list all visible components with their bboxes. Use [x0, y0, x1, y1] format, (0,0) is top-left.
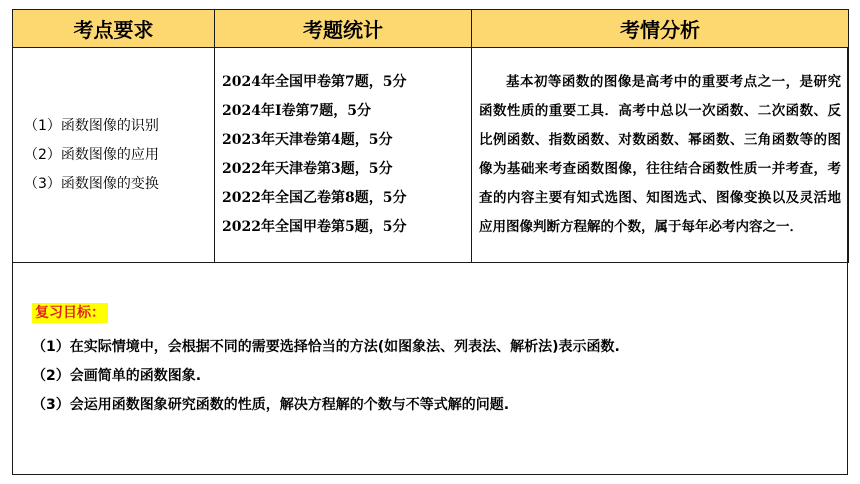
header-exam-stats: 考题统计	[215, 10, 472, 48]
list-item: 2022年天津卷第3题，5分	[222, 161, 393, 177]
header-exam-points: 考点要求	[13, 10, 215, 48]
list-item: 2024年I卷第7题，5分	[222, 103, 371, 119]
exam-stats-cell	[215, 48, 472, 263]
header-exam-analysis: 考情分析	[472, 10, 849, 48]
exam-stats-list	[216, 68, 470, 242]
review-goals-section	[32, 302, 832, 420]
review-goals-list	[32, 333, 832, 420]
list-item: 2023年天津卷第4题，5分	[222, 132, 393, 148]
list-item: （1）在实际情境中，会根据不同的需要选择恰当的方法(如图象法、列表法、解析法)表示函数.	[32, 339, 620, 355]
list-item: 2022年全国乙卷第8题，5分	[222, 190, 407, 206]
exam-analysis-text: 基本初等函数的图像是高考中的重要考点之一，是研究函数性质的重要工具．高考中总以一次函数、二次函数、反比例函数、指数函数、对数函数、幂函数、三角函数等的图像为基础来考查函数图像，往往结合函数性质一并考查，考查的内容主要有知式选图、知图选式、图像变换以及灵活地应用图像判断方程解的个数，属于每年必考内容之一．	[479, 74, 841, 235]
list-item: 2022年全国甲卷第5题，5分	[222, 219, 407, 235]
list-item: （1）函数图像的识别	[24, 117, 159, 134]
list-item: 2024年全国甲卷第7题，5分	[222, 74, 407, 90]
list-item: （3）会运用函数图象研究函数的性质，解决方程解的个数与不等式解的问题.	[32, 397, 510, 413]
exam-points-cell	[13, 48, 215, 263]
table-row	[13, 48, 849, 263]
table-header-row	[13, 10, 849, 48]
review-goals-title: 复习目标：	[32, 303, 108, 323]
exam-points-list	[14, 112, 213, 199]
list-item: （2）会画简单的函数图象.	[32, 368, 202, 384]
list-item: （3）函数图像的变换	[24, 175, 159, 192]
exam-analysis-cell	[472, 48, 849, 263]
exam-info-table	[12, 9, 849, 263]
list-item: （2）函数图像的应用	[24, 146, 159, 163]
